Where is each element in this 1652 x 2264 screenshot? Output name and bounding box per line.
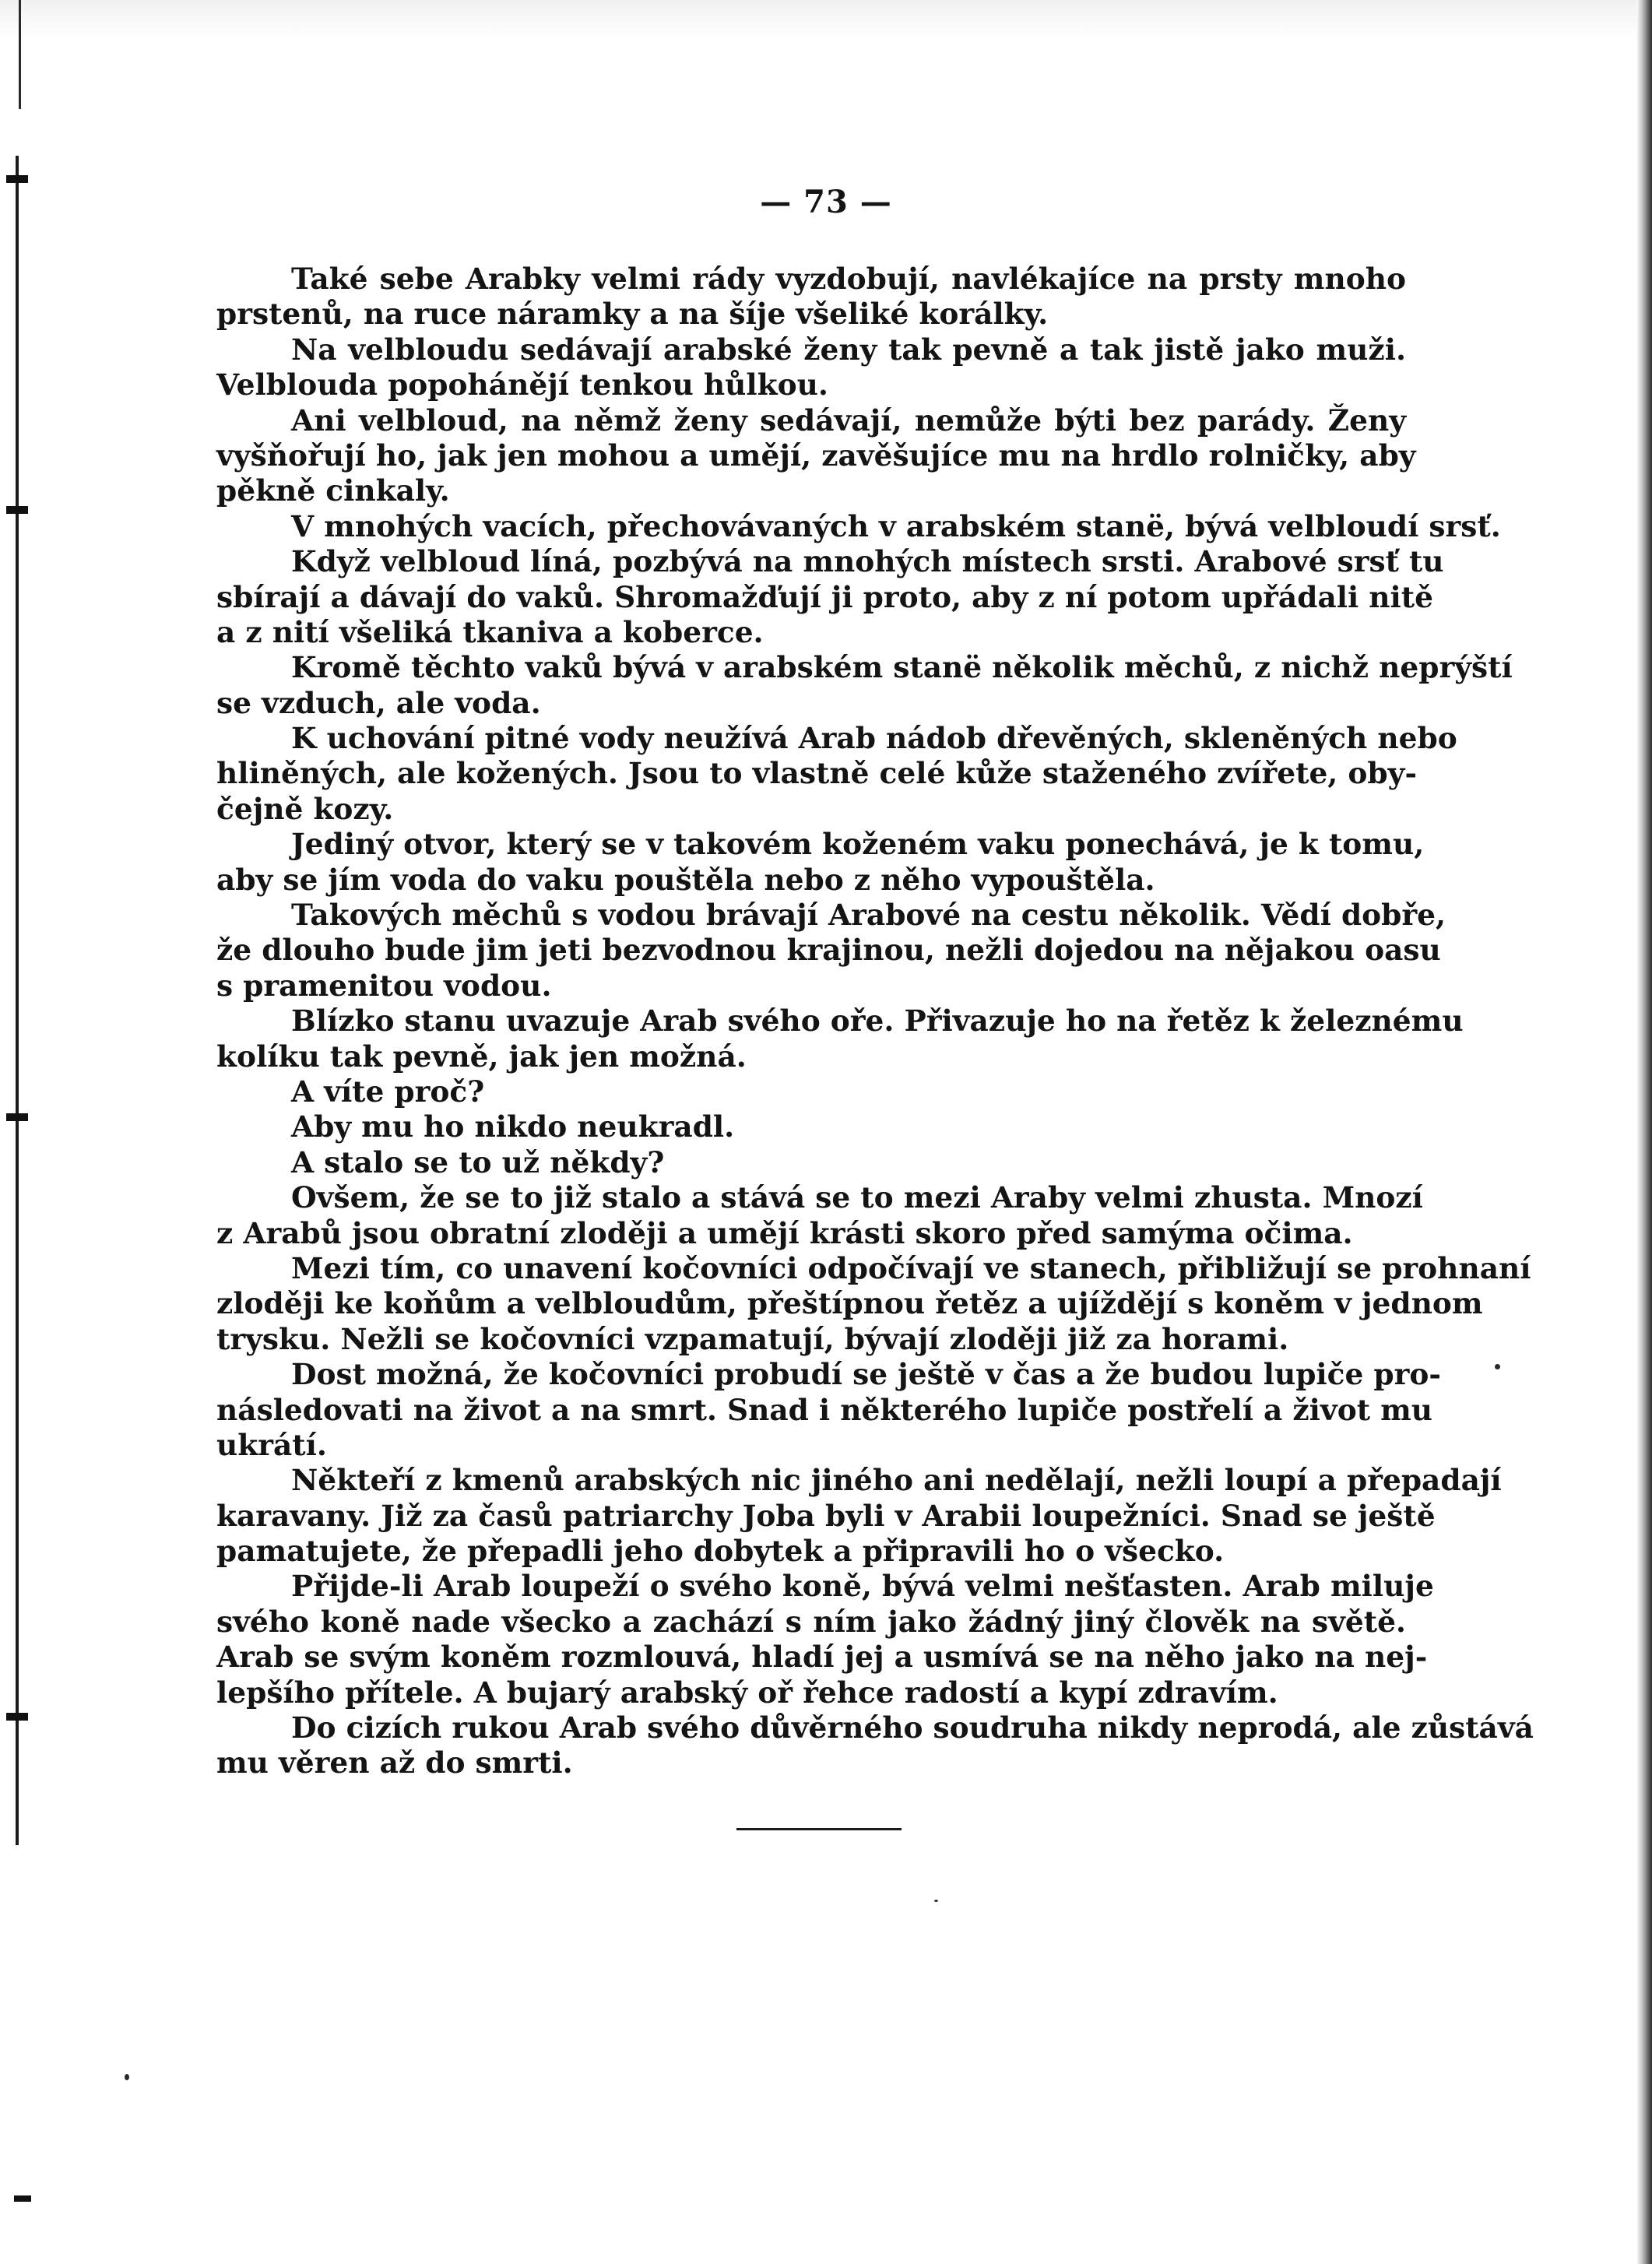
scan-top-shading [0,0,1652,39]
binding-mark [6,1713,28,1721]
text-line: Dost možná, že kočovníci probudí se ještě v čas a že budou lupiče pro- [291,1357,1441,1392]
text-line: K uchování pitné vody neužívá Arab nádob dřevěných, skleněných nebo [291,721,1457,756]
binding-edge [16,156,19,1845]
text-line: hliněných, ale kožených. Jsou to vlastně celé kůže staženého zvířete, oby- [216,756,1418,791]
text-line: karavany. Již za časů patriarchy Joba byli v Arabii loupežníci. Snad se ještě [216,1498,1436,1533]
text-line: se vzduch, ale voda. [216,685,541,720]
binding-mark [14,2195,31,2202]
text-line: ukrátí. [216,1427,327,1462]
text-line: Ovšem, že se to již stalo a stává se to mezi Araby velmi zhusta. Mnozí [291,1180,1423,1215]
text-line: Kromě těchto vaků bývá v arabském stanë několik měchů, z nichž neprýští [291,650,1513,685]
text-line: čejně kozy. [216,791,394,826]
binding-edge-top [19,0,21,109]
text-line: Také sebe Arabky velmi rády vyzdobují, navlékajíce na prsty mnoho [291,262,1406,296]
page-edge-shadow [1636,0,1652,2264]
text-line: A stalo se to už někdy? [291,1144,665,1179]
text-line: V mnohých vacích, přechovávaných v arabském stanë, bývá velbloudí srsť. [291,508,1501,543]
text-line: Blízko stanu uvazuje Arab svého oře. Přivazuje ho na řetěz k železnému [291,1004,1464,1039]
text-line: Jediný otvor, který se v takovém koženém vaku ponechává, je k tomu, [291,827,1425,862]
text-line: sbírají a dávají do vaků. Shromažďují ji proto, aby z ní potom upřádali nitě [216,579,1433,614]
text-line: svého koně nade všecko a zachází s ním jako žádný jiný člověk na světě. [216,1604,1406,1639]
scan-speck [934,1900,938,1902]
text-line: vyšňořují ho, jak jen mohou a umějí, zavěšujíce mu na hrdlo rolničky, aby [216,438,1416,473]
text-line: s pramenitou vodou. [216,968,552,1003]
text-line: Do cizích rukou Arab svého důvěrného soudruha nikdy neprodá, ale zůstává [291,1710,1534,1745]
text-line: lepšího přítele. A bujarý arabský oř řehce radostí a kypí zdravím. [216,1675,1278,1710]
text-line: zloději ke koňům a velbloudům, přeštípnou řetěz a ujíždějí s koněm v jednom [216,1286,1483,1321]
text-line: a z nití všeliká tkaniva a koberce. [216,614,764,649]
text-line: Na velbloudu sedávají arabské ženy tak pevně a tak jistě jako muži. [291,332,1406,367]
text-line: Ani velbloud, na němž ženy sedávají, nemůže býti bez parády. Ženy [291,403,1406,438]
text-line: Mezi tím, co unavení kočovníci odpočívají ve stanech, přibližují se prohnaní [291,1250,1531,1285]
text-line: Někteří z kmenů arabských nic jiného ani nedělají, nežli loupí a přepadají [291,1463,1502,1498]
text-line: trysku. Nežli se kočovníci vzpamatují, bývají zloději již za horami. [216,1321,1289,1356]
text-line: Velblouda popohánějí tenkou hůlkou. [216,367,828,403]
page-number: — 73 — [760,184,892,220]
text-line: Aby mu ho nikdo neukradl. [291,1109,735,1144]
text-line: prstenů, na ruce náramky a na šíje všeliké korálky. [216,297,1049,332]
text-line: Arab se svým koněm rozmlouvá, hladí jej a usmívá se na něho jako na nej- [216,1640,1428,1675]
text-line: A víte proč? [291,1074,485,1109]
text-line: následovati na život a na smrt. Snad i některého lupiče postřelí a život mu [216,1392,1433,1427]
end-rule [736,1828,902,1830]
text-line: aby se jím voda do vaku pouštěla nebo z něho vypouštěla. [216,862,1155,897]
body-text [216,262,1534,1781]
scan-speck [125,2074,129,2080]
scan-speck [1495,1364,1500,1369]
text-line: Přijde-li Arab loupeží o svého koně, bývá velmi nešťasten. Arab miluje [291,1569,1434,1604]
text-line: že dlouho bude jim jeti bezvodnou krajinou, nežli dojedou na nějakou oasu [216,933,1441,968]
text-line: pěkně cinkaly. [216,473,450,508]
binding-mark [6,506,28,514]
binding-mark [6,175,28,183]
text-line: z Arabů jsou obratní zloději a umějí krásti skoro před samýma očima. [216,1215,1353,1250]
text-line: mu věren až do smrti. [216,1745,573,1781]
text-line: kolíku tak pevně, jak jen možná. [216,1039,747,1074]
binding-mark [6,1113,28,1121]
text-line: Takových měchů s vodou brávají Arabové na cestu několik. Vědí dobře, [291,898,1446,933]
text-line: Když velbloud líná, pozbývá na mnohých místech srsti. Arabové srsť tu [291,544,1444,579]
text-line: pamatujete, že přepadli jeho dobytek a připravili ho o všecko. [216,1534,1225,1569]
